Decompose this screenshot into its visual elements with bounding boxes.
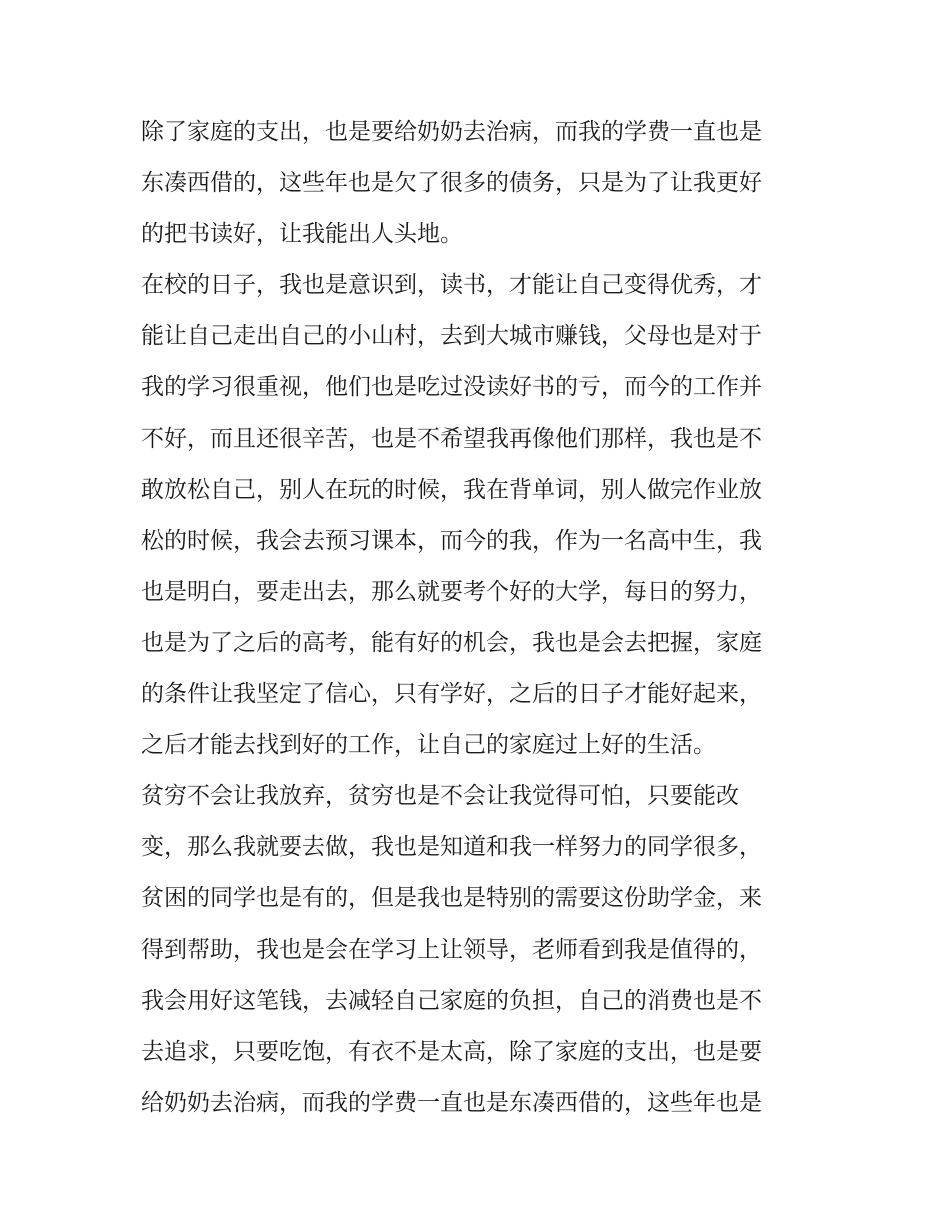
text-line: 给奶奶去治病，而我的学费一直也是东凑西借的，这些年也是 [141,1089,762,1116]
text-line: 的条件让我坚定了信心，只有学好，之后的日子才能好起来， [141,681,762,708]
text-line: 东凑西借的，这些年也是欠了很多的债务，只是为了让我更好 [141,170,762,197]
text-line: 在校的日子，我也是意识到，读书，才能让自己变得优秀，才 [141,272,762,299]
text-line: 能让自己走出自己的小山村，去到大城市赚钱，父母也是对于 [141,323,762,350]
text-line: 松的时候，我会去预习课本，而今的我，作为一名高中生，我 [141,527,762,554]
text-line: 贫困的同学也是有的，但是我也是特别的需要这份助学金，来 [141,885,762,912]
text-line: 我的学习很重视，他们也是吃过没读好书的亏，而今的工作并 [141,374,762,401]
text-line: 除了家庭的支出，也是要给奶奶去治病，而我的学费一直也是 [141,119,762,145]
text-line: 贫穷不会让我放弃，贫穷也是不会让我觉得可怕，只要能改 [141,783,739,810]
text-line: 敢放松自己，别人在玩的时候，我在背单词，别人做完作业放 [141,476,762,503]
text-line: 也是为了之后的高考，能有好的机会，我也是会去把握，家庭 [141,629,762,656]
text-line: 得到帮助，我也是会在学习上让领导，老师看到我是值得的， [141,936,762,963]
text-line: 不好，而且还很辛苦，也是不希望我再像他们那样，我也是不 [141,425,762,452]
text-line: 之后才能去找到好的工作，让自己的家庭过上好的生活。 [141,732,716,759]
text-line: 我会用好这笔钱，去减轻自己家庭的负担，自己的消费也是不 [141,987,762,1014]
text-line: 的把书读好，让我能出人头地。 [141,221,463,248]
text-line: 变，那么我就要去做，我也是知道和我一样努力的同学很多， [141,834,762,861]
body-text [141,107,816,1129]
text-line: 去追求，只要吃饱，有衣不是太高，除了家庭的支出，也是要 [141,1038,762,1065]
text-line: 也是明白，要走出去，那么就要考个好的大学，每日的努力， [141,578,762,605]
